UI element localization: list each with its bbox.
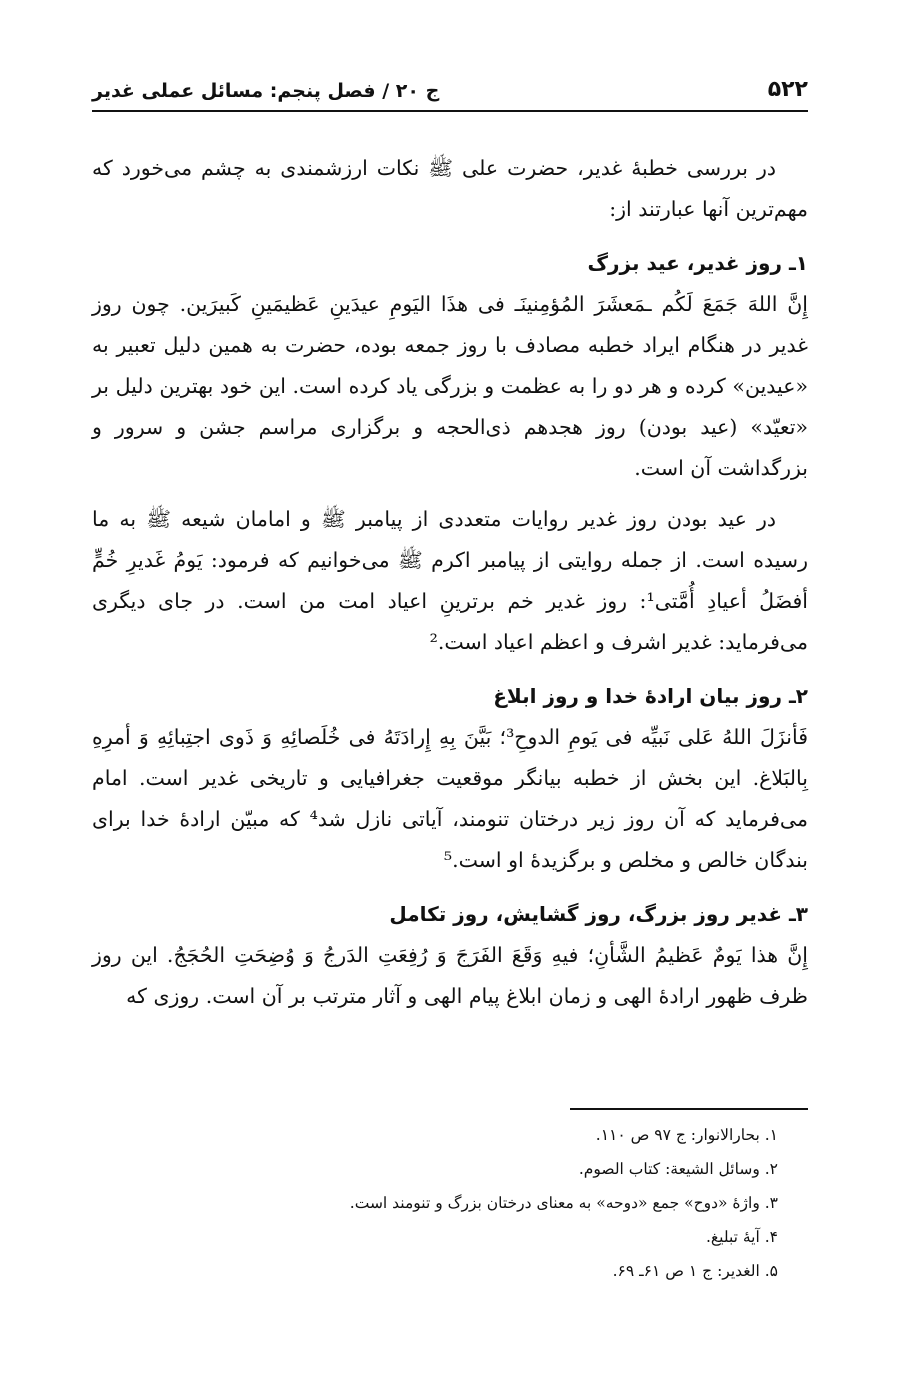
section-1-paragraph-1: إِنَّ اللهَ جَمَعَ لَکُم ـمَعشَرَ المُؤمِنینَـ فی هذَا الیَومِ عیدَینِ عَظیمَینِ کَبیرَین. چون روز غدیر در هنگام ایراد خطبه مصادف با روز جمعه بوده، حضرت به همین دلیل تعبیر به «عیدین» کرده و هر دو را به عظمت و بزرگی یاد کرده است. این خود بهترین دلیل بر «تعیّد» (عید بودن) روز هجدهم ذی‌الحجه و برگزاری مراسم جشن و سرور و بزرگداشت آن است.: [92, 292, 808, 480]
footnote-1: ۱. بحارالانوار: ج ۹۷ ص ۱۱۰.: [595, 1126, 778, 1144]
page-number: ۵۲۲: [767, 77, 808, 102]
section-3-paragraph-1: إِنَّ هذا یَومٌ عَظیمُ الشَّأنِ؛ فیهِ وَقَعَ الفَرَجَ وَ رُفِعَتِ الدَرجُ وَ وُضِحَتِ الحُجَجُ. این روز ظرف ظهور ارادهٔ الهی و زمان ابلاغ پیام الهی و آثار مترتب بر آن است. روزی که: [92, 943, 808, 1008]
footnote-5: ۵. الغدیر: ج ۱ ص ۶۱ـ ۶۹.: [612, 1262, 778, 1280]
footnote-2: ۲. وسائل الشیعة: کتاب الصوم.: [578, 1160, 778, 1178]
section-2-paragraph-1: فَأنزَلَ اللهُ عَلی نَبیِّه فی یَومِ الدوحِ³؛ بَیَّنَ بِهِ إِرادَتَهُ فی خُلَصائِهِ وَ ذَوی اجتِبائِهِ وَ أمرِهِ بِالبَلاغ. این بخش از خطبه بیانگر موقعیت جغرافیایی و تاریخی غدیر است. امام می‌فرماید که آن روز زیر درختان تنومند، آیاتی نازل شد⁴ که مبیّن ارادهٔ خدا برای بندگان خالص و مخلص و برگزیدهٔ او است.⁵: [92, 725, 808, 872]
section-heading-1: ۱ـ روز غدیر، عید بزرگ: [587, 251, 808, 275]
footnote-3: ۳. واژهٔ «دوح» جمع «دوحه» به معنای درختان بزرگ و تنومند است.: [349, 1194, 778, 1212]
page-header: [92, 72, 808, 112]
page-body: [92, 148, 808, 1017]
section-1-paragraph-2: در عید بودن روز غدیر روایات متعددی از پیامبر ﷺ و امامان شیعه ﷺ به ما رسیده است. از جمله روایتی از پیامبر اکرم ﷺ می‌خوانیم که فرمود: یَومُ غَدیرِ خُمٍّ أفضَلُ أعیادِ أُمَّتی¹: روز غدیر خم برترینِ اعیاد امت من است. در جای دیگری می‌فرماید: غدیر اشرف و اعظم اعیاد است.²: [92, 507, 808, 654]
section-heading-2: ۲ـ روز بیان ارادهٔ خدا و روز ابلاغ: [493, 684, 808, 708]
footnotes: [92, 1108, 808, 1288]
running-title: ج ۲۰ / فصل پنجم: مسائل عملی غدیر: [92, 80, 440, 102]
intro-paragraph: در بررسی خطبهٔ غدیر، حضرت علی ﷺ نکات ارزشمندی به چشم می‌خورد که مهم‌ترین آنها عبارتند از:: [92, 156, 808, 221]
footnote-list: [92, 1118, 808, 1288]
section-heading-3: ۳ـ غدیر روز بزرگ، روز گشایش، روز تکامل: [389, 902, 808, 926]
footnote-4: ۴. آیهٔ تبلیغ.: [705, 1228, 778, 1246]
footnote-divider: [570, 1108, 808, 1110]
